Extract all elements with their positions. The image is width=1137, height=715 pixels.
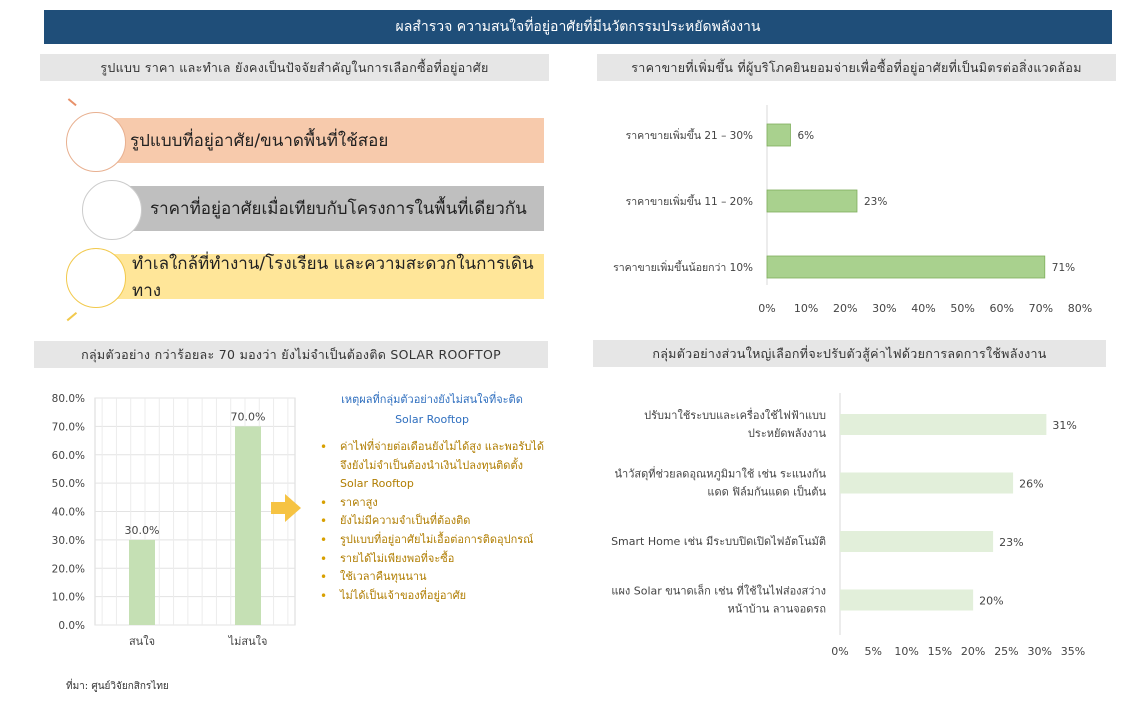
price-data-label: 23% [863, 196, 888, 208]
solar-tick-label: 50.0% [51, 478, 85, 491]
adapt-title: กลุ่มตัวอย่างส่วนใหญ่เลือกที่จะปรับตัวสู้ค่าไฟด้วยการลดการใช้พลังงาน [652, 345, 1047, 361]
price-tick-label: 50% [950, 302, 975, 315]
price-tick-label: 40% [911, 302, 936, 315]
reasons-list [320, 438, 544, 605]
price-bar [767, 190, 857, 212]
price-tick-label: 30% [872, 302, 897, 315]
factor-circle-2 [82, 180, 142, 240]
solar-header [34, 341, 548, 368]
solar-data-label: 70.0% [230, 410, 266, 424]
solar-bar [129, 540, 155, 625]
adapt-bar [840, 531, 993, 552]
price-tick-label: 70% [1028, 302, 1054, 315]
price-header [597, 54, 1116, 81]
price-bar [767, 124, 790, 146]
adapt-header [593, 340, 1106, 367]
price-tick-label: 0% [758, 302, 776, 315]
price-tick-label: 60% [989, 302, 1014, 315]
solar-tick-label: 60.0% [51, 449, 85, 462]
adapt-tick-label: 0% [831, 645, 849, 658]
adapt-tick-label: 25% [994, 645, 1019, 658]
adapt-category-label: นำวัสดุที่ช่วยลดอุณหภูมิมาใช้ เช่น ระแนงกัน [614, 467, 826, 481]
factor-label-2: ราคาที่อยู่อาศัยเมื่อเทียบกับโครงการในพื้นที่เดียวกัน [150, 199, 527, 219]
adapt-bar [840, 590, 973, 611]
factor-ring-accent [61, 98, 76, 114]
reasons-title: เหตุผลที่กลุ่มตัวอย่างยังไม่สนใจที่จะติด Solar Rooftop [341, 393, 523, 426]
adapt-category-label: ปรับมาใช้ระบบและเครื่องใช้ไฟฟ้าแบบ [644, 409, 826, 422]
reason-item: • รายได้ไม่เพียงพอที่จะซื้อ [320, 551, 455, 566]
banner-title: ผลสำรวจ ความสนใจที่อยู่อาศัยที่มีนวัตกรรมประหยัดพลังงาน [395, 19, 761, 35]
solar-tick-label: 30.0% [51, 534, 85, 547]
factors-header [40, 54, 549, 81]
solar-bar [235, 426, 261, 625]
factor-label-3: ทำเลใกล้ที่ทำงาน/โรงเรียน และความสะดวกในการเดินทาง [132, 253, 534, 301]
factor-label-1: รูปแบบที่อยู่อาศัย/ขนาดพื้นที่ใช้สอย [130, 131, 389, 151]
adapt-tick-label: 10% [894, 645, 919, 658]
adapt-category-label: แดด ฟิล์มกันแดด เป็นต้น [707, 485, 826, 499]
solar-title: กลุ่มตัวอย่าง กว่าร้อยละ 70 มองว่า ยังไม่จำเป็นต้องติด SOLAR ROOFTOP [81, 346, 501, 362]
solar-chart [40, 385, 310, 660]
price-data-label: 6% [797, 130, 815, 142]
adapt-category-label: ประหยัดพลังงาน [747, 427, 826, 440]
price-category-label: ราคาขายเพิ่มขึ้น 11 – 20% [625, 196, 753, 208]
price-tick-label: 20% [833, 302, 858, 315]
solar-tick-label: 20.0% [51, 563, 85, 576]
adapt-bar [840, 414, 1046, 435]
arrow-icon [271, 494, 301, 522]
solar-tick-label: 70.0% [51, 421, 85, 434]
adapt-data-label: 26% [1019, 477, 1044, 491]
price-data-label: 71% [1051, 262, 1076, 274]
solar-tick-label: 0.0% [58, 620, 85, 632]
adapt-tick-label: 15% [927, 645, 953, 658]
price-bar [767, 256, 1045, 278]
price-title: ราคาขายที่เพิ่มขึ้น ที่ผู้บริโภคยินยอมจ่ายเพื่อซื้อที่อยู่อาศัยที่เป็นมิตรต่อสิ่งแวดล้อม [631, 59, 1082, 75]
reason-item: • ไม่ได้เป็นเจ้าของที่อยู่อาศัย [320, 588, 467, 603]
adapt-category-label: แผง Solar ขนาดเล็ก เช่น ที่ใช้ในไฟส่องสว่าง [611, 584, 826, 598]
price-tick-label: 80% [1067, 302, 1093, 315]
reason-item: • ใช้เวลาคืนทุนนาน [320, 570, 427, 585]
reason-item: • รูปแบบที่อยู่อาศัยไม่เอื้อต่อการติดอุปกรณ์ [320, 532, 534, 547]
factors-list [60, 100, 560, 320]
solar-tick-label: 40.0% [51, 506, 85, 519]
adapt-category-label: หน้าบ้าน ลานจอดรถ [727, 602, 826, 616]
adapt-tick-label: 30% [1027, 645, 1052, 658]
page-banner [44, 10, 1112, 44]
solar-tick-label: 10.0% [51, 591, 85, 604]
factors-title: รูปแบบ ราคา และทำเล ยังคงเป็นปัจจัยสำคัญในการเลือกซื้อที่อยู่อาศัย [100, 59, 489, 75]
adapt-chart [560, 385, 1120, 665]
solar-category-label: ไม่สนใจ [228, 635, 268, 648]
price-category-label: ราคาขายเพิ่มขึ้นน้อยกว่า 10% [613, 262, 753, 274]
adapt-data-label: 20% [979, 594, 1004, 608]
adapt-bar [840, 473, 1013, 494]
adapt-tick-label: 20% [960, 645, 986, 658]
price-category-label: ราคาขายเพิ่มขึ้น 21 – 30% [625, 130, 753, 142]
adapt-tick-label: 5% [864, 645, 883, 658]
reason-item: • ราคาสูง [320, 495, 378, 510]
solar-tick-label: 80.0% [51, 393, 85, 405]
solar-data-label: 30.0% [124, 523, 160, 537]
price-tick-label: 10% [793, 302, 819, 315]
adapt-tick-label: 35% [1060, 645, 1086, 658]
factor-circle-3 [66, 248, 126, 308]
adapt-data-label: 31% [1052, 419, 1077, 432]
factor-ring-accent-bottom [59, 303, 77, 321]
reason-item: • ยังไม่มีความจำเป็นที่ต้องติด [320, 514, 471, 529]
factor-circle-1 [66, 112, 126, 172]
solar-reasons [320, 390, 544, 605]
reason-item: • ค่าไฟที่จ่ายต่อเดือนยังไม่ได้สูง และพอรับได้ จึงยังไม่จำเป็นต้องนำเงินไปลงทุนติดตั้ง Solar Rooftop [320, 440, 544, 491]
source-note: ที่มา: ศูนย์วิจัยกสิกรไทย [66, 681, 169, 692]
price-chart [597, 95, 1117, 330]
adapt-category-label: Smart Home เช่น มีระบบปิดเปิดไฟอัตโนมัติ [611, 535, 826, 548]
adapt-data-label: 23% [999, 536, 1024, 549]
solar-category-label: สนใจ [128, 635, 156, 648]
